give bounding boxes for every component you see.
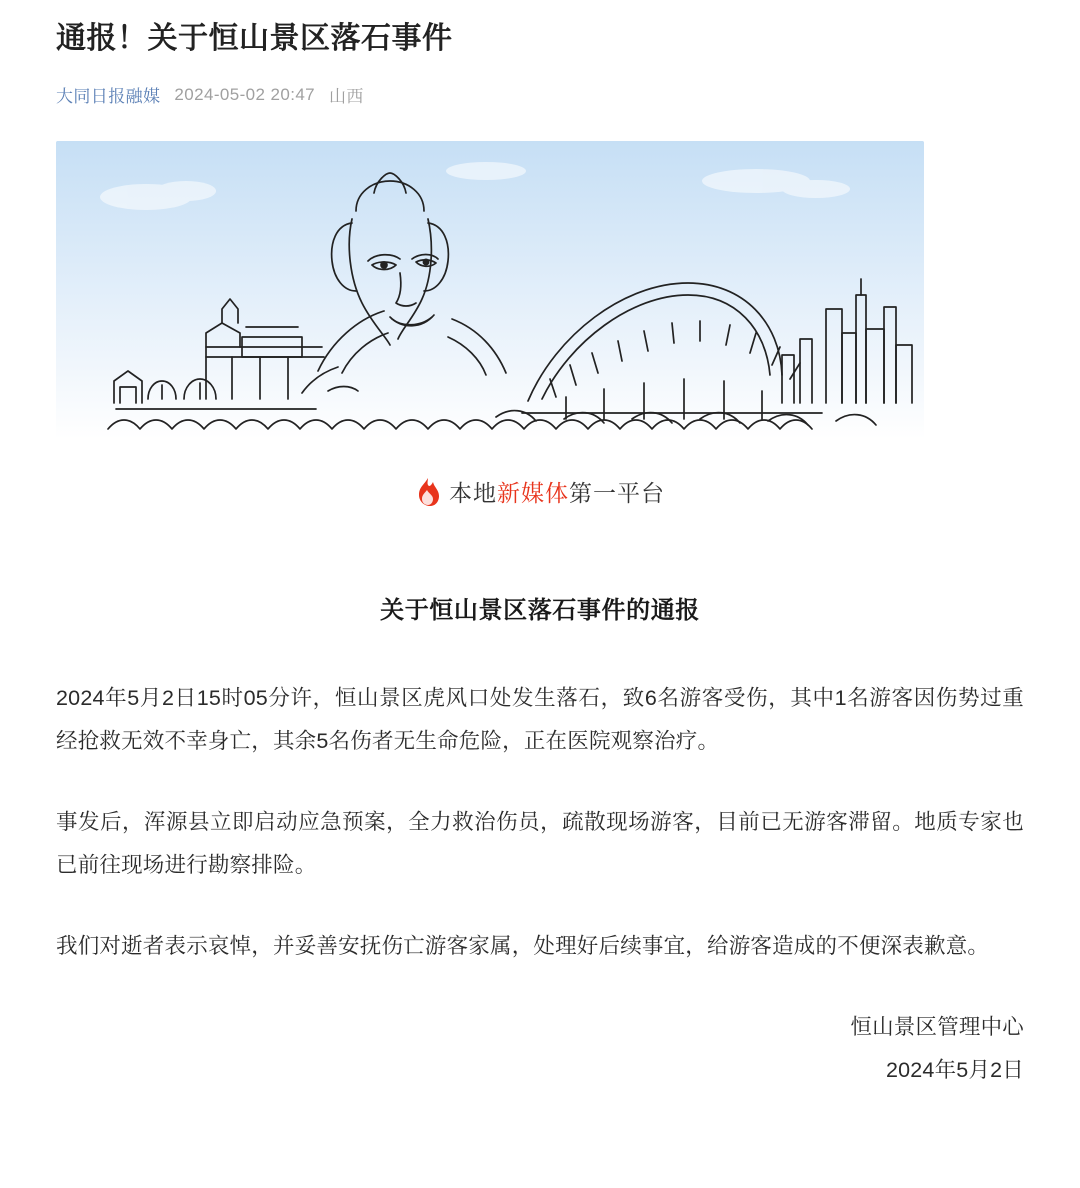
page-title: 通报！关于恒山景区落石事件 [56, 22, 453, 55]
platform-slogan-text [449, 475, 665, 508]
article-location: 山西 [329, 87, 364, 106]
hero-illustration [56, 141, 924, 439]
signature-block [56, 1006, 1024, 1092]
notice-heading: 关于恒山景区落石事件的通报 [380, 597, 700, 624]
article-meta [56, 82, 1024, 107]
hero-line-art [56, 141, 924, 439]
paragraph: 事发后，浑源县立即启动应急预案，全力救治伤员，疏散现场游客，目前已无游客滞留。地质专家也已前往现场进行勘察排险。 [56, 810, 1024, 877]
platform-slogan [56, 475, 1024, 508]
article-timestamp: 2024-05-02 20:47 [174, 84, 316, 104]
paragraph: 我们对逝者表示哀悼，并妥善安抚伤亡游客家属，处理好后续事宜，给游客造成的不便深表歉意。 [56, 934, 990, 958]
notice-body [56, 677, 1024, 968]
slogan-prefix: 本地 [449, 480, 497, 506]
article-source-link[interactable]: 大同日报融媒 [56, 87, 161, 106]
flame-icon [415, 477, 439, 507]
paragraph: 2024年5月2日15时05分许，恒山景区虎风口处发生落石，致6名游客受伤，其中1名游客因伤势过重经抢救无效不幸身亡，其余5名伤者无生命危险，正在医院观察治疗。 [56, 686, 1024, 753]
slogan-suffix: 第一平台 [569, 480, 665, 506]
slogan-highlight: 新媒体 [497, 480, 569, 506]
signature-date: 2024年5月2日 [885, 1058, 1024, 1082]
signature-org: 恒山景区管理中心 [850, 1015, 1024, 1039]
